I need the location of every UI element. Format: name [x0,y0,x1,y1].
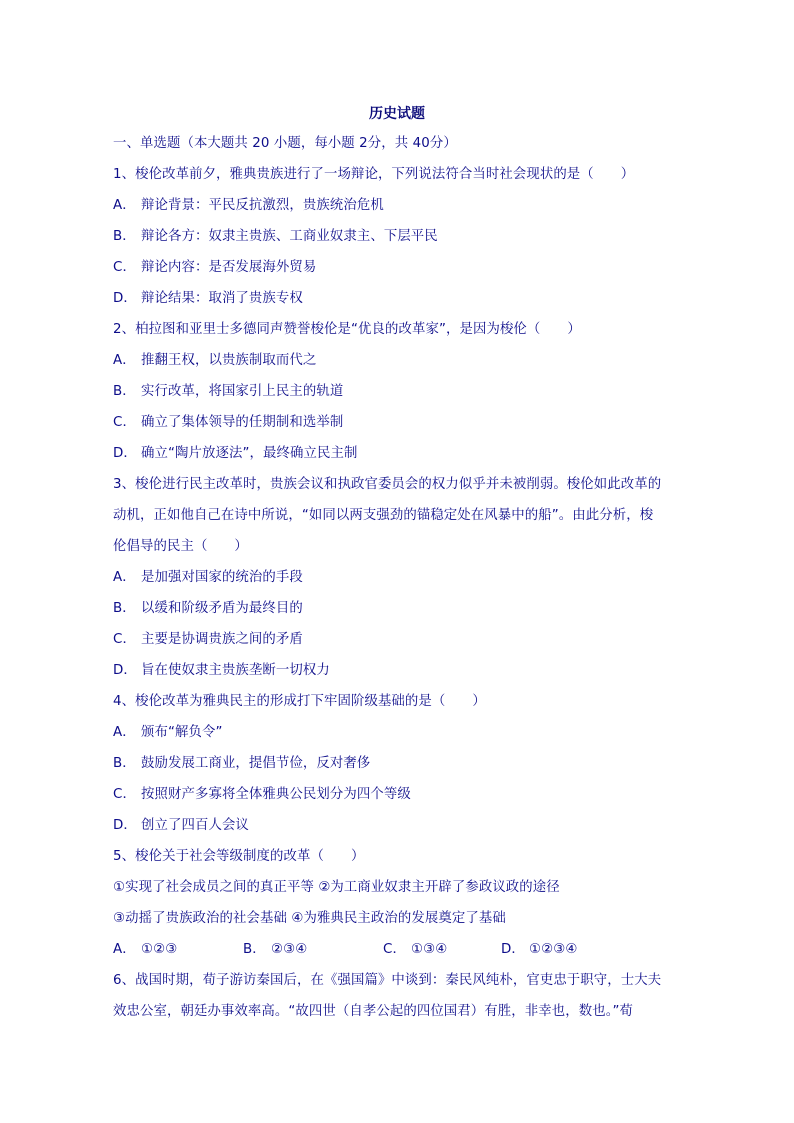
option-text: 辩论各方：奴隶主贵族、工商业奴隶主、下层平民 [141,229,438,244]
option-text: 辩论背景：平民反抗激烈，贵族统治危机 [141,198,384,213]
option-text: 创立了四百人会议 [141,818,249,833]
option-text: ①②③ [141,942,178,957]
question-1-option-b[interactable] [113,225,683,256]
question-3-stem-line-2: 动机，正如他自己在诗中所说，“如同以两支强劲的锚稳定处在风暴中的船”。由此分析，梭 [113,508,654,523]
question-2-option-a[interactable] [113,349,683,380]
question-4-option-d[interactable] [113,814,683,845]
question-2-option-c[interactable] [113,411,683,442]
question-5-items-line-1: ①实现了社会成员之间的真正平等 ②为工商业奴隶主开辟了参政议政的途径 [113,880,560,895]
question-1-option-a[interactable] [113,194,683,225]
question-3-option-c[interactable] [113,628,683,659]
option-text: 以缓和阶级矛盾为最终目的 [141,601,303,616]
question-1-option-d[interactable] [113,287,683,318]
option-label: A． [113,942,136,957]
option-text: 旨在使奴隶主贵族垄断一切权力 [141,663,330,678]
option-text: 辩论内容：是否发展海外贸易 [141,260,317,275]
option-label: C． [113,632,136,647]
option-label: A． [113,570,136,585]
question-5-option-b[interactable] [243,938,383,962]
option-label: B． [113,756,136,771]
option-text: 是加强对国家的统治的手段 [141,570,303,585]
question-5-option-a[interactable] [113,938,243,962]
option-text: 鼓励发展工商业，提倡节俭，反对奢侈 [141,756,371,771]
question-4-option-c[interactable] [113,783,683,814]
option-text: 实行改革，将国家引上民主的轨道 [141,384,344,399]
question-1-option-c[interactable] [113,256,683,287]
question-6-stem-line-1: 6、战国时期，荀子游访秦国后，在《强国篇》中谈到：秦民风纯朴，官吏忠于职守，士大夫 [113,973,662,988]
question-5-options [113,938,683,969]
question-2-option-d[interactable] [113,442,683,473]
question-list [113,132,683,1031]
option-text: 辩论结果：取消了贵族专权 [141,291,303,306]
option-label: A． [113,353,136,368]
option-label: C． [383,942,406,957]
question-4-option-a[interactable] [113,721,683,752]
option-label: D． [501,942,525,957]
option-label: B． [113,229,136,244]
option-text: 确立“陶片放逐法”，最终确立民主制 [141,446,358,461]
question-3-option-a[interactable] [113,566,683,597]
option-text: ①②③④ [529,942,578,957]
option-text: ②③④ [271,942,308,957]
option-text: 确立了集体领导的任期制和选举制 [141,415,344,430]
section-header: 一、单选题（本大题共 20 小题，每小题 2分，共 40分） [113,136,457,151]
question-3-stem-line-1: 3、梭伦进行民主改革时，贵族会议和执政官委员会的权力似乎并未被削弱。梭伦如此改革的 [113,477,662,492]
option-label: C． [113,787,136,802]
option-label: D． [113,291,137,306]
question-5-stem: 5、梭伦关于社会等级制度的改革（ ） [113,849,365,864]
option-label: B． [113,601,136,616]
question-5-option-c[interactable] [383,938,501,962]
option-label: A． [113,725,136,740]
option-label: D． [113,446,137,461]
question-5-items-line-2: ③动摇了贵族政治的社会基础 ④为雅典民主政治的发展奠定了基础 [113,911,506,926]
option-label: A． [113,198,136,213]
option-label: D． [113,818,137,833]
option-label: C． [113,260,136,275]
question-6-stem-line-2: 效忠公室，朝廷办事效率高。“故四世（自孝公起的四位国君）有胜，非幸也，数也。”荀 [113,1004,634,1019]
question-3-option-b[interactable] [113,597,683,628]
question-1-stem: 1、梭伦改革前夕，雅典贵族进行了一场辩论，下列说法符合当时社会现状的是（ ） [113,167,635,182]
option-text: ①③④ [411,942,448,957]
question-4-option-b[interactable] [113,752,683,783]
option-text: 颁布“解负令” [141,725,223,740]
option-label: C． [113,415,136,430]
page-title: 历史试题 [369,106,425,122]
option-text: 推翻王权，以贵族制取而代之 [141,353,317,368]
question-5-option-d[interactable] [501,938,577,962]
question-2-stem: 2、柏拉图和亚里士多德同声赞誉梭伦是“优良的改革家”，是因为梭伦（ ） [113,322,581,337]
option-text: 主要是协调贵族之间的矛盾 [141,632,303,647]
question-2-option-b[interactable] [113,380,683,411]
question-3-option-d[interactable] [113,659,683,690]
question-3-stem-line-3: 伦倡导的民主（ ） [113,539,248,554]
option-label: D． [113,663,137,678]
option-label: B． [113,384,136,399]
option-text: 按照财产多寡将全体雅典公民划分为四个等级 [141,787,411,802]
option-label: B． [243,942,266,957]
question-4-stem: 4、梭伦改革为雅典民主的形成打下牢固阶级基础的是（ ） [113,694,486,709]
